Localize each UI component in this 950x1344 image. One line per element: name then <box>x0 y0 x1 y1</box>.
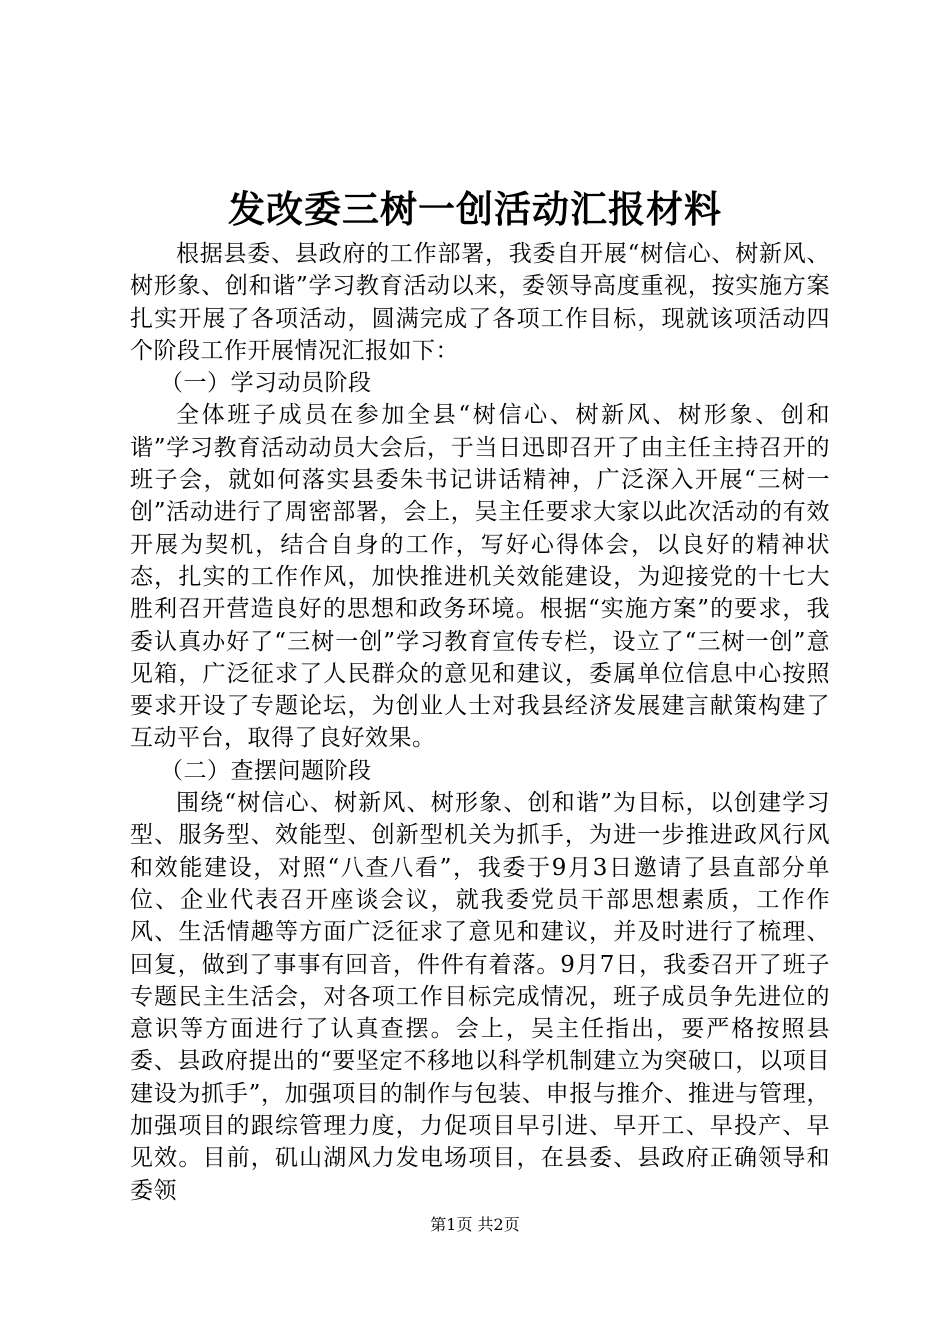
section-heading-2: （二）查摆问题阶段 <box>160 757 372 784</box>
section-paragraph-2: 围绕“树信心、树新风、树形象、创和谐”为目标，以创建学习型、服务型、效能型、创新型机关为抓手，为进一步推进政风行风和效能建设，对照“八查八看”，我委于9月3日邀请了县直部分单位、企业代表召开座谈会议，就我委党员干部思想素质，工作作风、生活情趣等方面广泛征求了意见和建议，并及时进行了梳理、回复，做到了事事有回音，件件有着落。9月7日，我委召开了班子专题民主生活会，对各项工作目标完成情况，班子成员争先进位的意识等方面进行了认真查摆。会上，吴主任指出，要严格按照县委、县政府提出的“要坚定不移地以科学机制建立为突破口，以项目建设为抓手”，加强项目的制作与包装、申报与推介、推进与管理，加强项目的跟综管理力度，力促项目早引进、早开工、早投产、早见效。目前，矶山湖风力发电场项目，在县委、县政府正确领导和委领 <box>130 790 830 1204</box>
section-paragraph-1: 全体班子成员在参加全县“树信心、树新风、树形象、创和谐”学习教育活动动员大会后，于当日迅即召开了由主任主持召开的班子会，就如何落实县委朱书记讲话精神，广泛深入开展“三树一创”活动进行了周密部署，会上，吴主任要求大家以此次活动的有效开展为契机，结合自身的工作，写好心得体会，以良好的精神状态，扎实的工作作风，加快推进机关效能建设，为迎接党的十七大胜利召开营造良好的思想和政务环境。根据“实施方案”的要求，我委认真办好了“三树一创”学习教育宣传专栏，设立了“三树一创”意见箱，广泛征求了人民群众的意见和建议，委属单位信息中心按照要求开设了专题论坛，为创业人士对我县经济发展建言献策构建了互动平台，取得了良好效果。 <box>130 402 830 752</box>
document-body <box>130 238 830 1207</box>
document-title: 发改委三树一创活动汇报材料 <box>228 187 722 231</box>
page-footer: 第1页 共2页 <box>430 1215 520 1234</box>
intro-paragraph: 根据县委、县政府的工作部署，我委自开展“树信心、树新风、树形象、创和谐”学习教育活动以来，委领导高度重视，按实施方案扎实开展了各项活动，圆满完成了各项工作目标，现就该项活动四个阶段工作开展情况汇报如下： <box>130 241 830 364</box>
section-heading-1: （一）学习动员阶段 <box>160 370 372 397</box>
